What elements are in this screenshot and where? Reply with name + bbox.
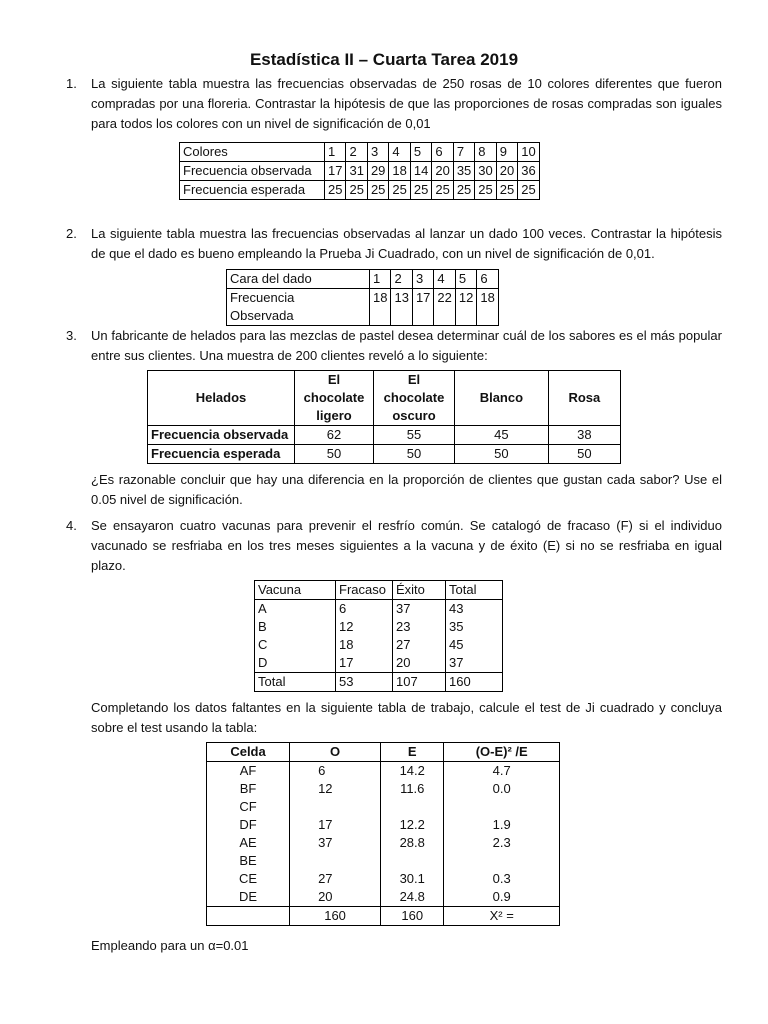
table-cell: 29: [367, 162, 388, 181]
table-row: [255, 636, 503, 654]
table-cell: 50: [374, 445, 455, 464]
table-cell: 1.9: [444, 816, 560, 834]
table-cell: Total: [255, 673, 336, 692]
table-cell: X² =: [444, 907, 560, 926]
table-cell: 17: [336, 654, 393, 673]
dice-table: [226, 269, 499, 326]
table-cell: 0.9: [444, 888, 560, 907]
table-cell: 9: [496, 143, 517, 162]
question-1: [66, 74, 722, 134]
row-label: Frecuencia esperada: [148, 445, 295, 464]
table-cell: 20: [496, 162, 517, 181]
table-cell: 14: [410, 162, 431, 181]
table-cell: 12.2: [381, 816, 444, 834]
table-cell: 6: [336, 600, 393, 619]
table-header: Rosa: [548, 371, 620, 426]
question-text: Se ensayaron cuatro vacunas para prevenir el resfrío común. Se catalogó de fracaso (F) si el individuo vacunado se resfriaba en los tres meses siguientes a la vacuna y de éxito (E) si no se resfriaba en igual plazo.: [91, 518, 722, 573]
table-cell: 107: [393, 673, 446, 692]
row-label: Frecuencia observada: [180, 162, 325, 181]
table-cell: 30: [475, 162, 496, 181]
table-cell: 3: [412, 270, 433, 289]
table-cell: 17: [412, 289, 433, 326]
table-cell: 18: [370, 289, 391, 326]
question-2: [66, 224, 722, 264]
table-row: [148, 445, 621, 464]
table-cell: 43: [446, 600, 503, 619]
table-row: [227, 270, 499, 289]
table-header: E: [381, 743, 444, 762]
table-cell: 18: [389, 162, 410, 181]
table-row: [255, 600, 503, 619]
table-cell: 1: [370, 270, 391, 289]
table-cell: CF: [207, 798, 290, 816]
header-line: El: [327, 372, 341, 387]
table-row: [227, 289, 499, 326]
table-cell: 12: [290, 780, 381, 798]
table-cell: 24.8: [381, 888, 444, 907]
instruction-text: Completando los datos faltantes en la siguiente tabla de trabajo, calcule el test de Ji cuadrado y concluya sobre el test usando la tabla:: [91, 700, 722, 735]
table-row: [207, 798, 560, 816]
table-cell: 25: [453, 181, 474, 200]
table-cell: 31: [346, 162, 367, 181]
table-cell: 25: [410, 181, 431, 200]
table-row: [255, 618, 503, 636]
roses-table: [179, 142, 540, 200]
table-cell: AF: [207, 762, 290, 781]
table-cell: 14.2: [381, 762, 444, 781]
table-cell: DF: [207, 816, 290, 834]
table-cell: 62: [295, 426, 374, 445]
table-row: [255, 654, 503, 673]
table-cell: BF: [207, 780, 290, 798]
table-cell: 6: [290, 762, 381, 781]
table-header: Total: [446, 581, 503, 600]
table-cell: 5: [410, 143, 431, 162]
table-cell: B: [255, 618, 336, 636]
table-cell: 13: [391, 289, 412, 326]
question-number: 2.: [66, 226, 77, 241]
table-header: [374, 371, 455, 426]
table-cell: 28.8: [381, 834, 444, 852]
table-cell: 4: [434, 270, 455, 289]
table-row: [180, 181, 540, 200]
table-cell: 7: [453, 143, 474, 162]
table-header: O: [290, 743, 381, 762]
table-row: [180, 143, 540, 162]
table-cell: 35: [453, 162, 474, 181]
header-line: ligero: [316, 408, 352, 423]
header-line: chocolate: [383, 390, 445, 405]
table-row: [207, 780, 560, 798]
table-cell: BE: [207, 852, 290, 870]
page-title: Estadística II – Cuarta Tarea 2019: [249, 50, 519, 69]
table-cell: 12: [336, 618, 393, 636]
table-row: [148, 371, 621, 426]
question-number: 4.: [66, 518, 77, 533]
table-row: [255, 581, 503, 600]
table-cell: Cara del dado: [227, 270, 370, 289]
table-cell: 2.3: [444, 834, 560, 852]
table-row: [207, 816, 560, 834]
row-label-line: Observada: [230, 308, 294, 323]
table-cell: 27: [393, 636, 446, 654]
table-cell: 25: [367, 181, 388, 200]
question-text: La siguiente tabla muestra las frecuencias observadas de 250 rosas de 10 colores diferentes que fueron compradas por una floreria. Contrastar la hipótesis de que las proporciones de rosas compradas son iguales para todos los colores con un nivel de significación de 0,01: [91, 76, 722, 131]
table-row: [180, 162, 540, 181]
table-cell: 37: [446, 654, 503, 673]
table-cell: 8: [475, 143, 496, 162]
table-cell: 2: [346, 143, 367, 162]
table-row: [207, 834, 560, 852]
work-table: [206, 742, 560, 926]
table-cell: 35: [446, 618, 503, 636]
table-cell: 53: [336, 673, 393, 692]
table-cell: 30.1: [381, 870, 444, 888]
ice-cream-table: [147, 370, 621, 464]
table-cell: 160: [446, 673, 503, 692]
table-cell: 5: [455, 270, 476, 289]
table-cell: 3: [367, 143, 388, 162]
table-cell: AE: [207, 834, 290, 852]
table-cell: 160: [381, 907, 444, 926]
row-label: Frecuencia observada: [148, 426, 295, 445]
table-cell: 45: [455, 426, 549, 445]
table-cell: 25: [346, 181, 367, 200]
table-cell: 36: [518, 162, 539, 181]
table-header: Blanco: [455, 371, 549, 426]
table-cell: 50: [295, 445, 374, 464]
table-cell: 20: [393, 654, 446, 673]
table-cell: 25: [389, 181, 410, 200]
table-row: [207, 888, 560, 907]
table-header: (O-E)² /E: [444, 743, 560, 762]
table-cell: 1: [325, 143, 346, 162]
table-header: Fracaso: [336, 581, 393, 600]
table-cell: 11.6: [381, 780, 444, 798]
table-header: Celda: [207, 743, 290, 762]
table-cell: 10: [518, 143, 539, 162]
table-cell: 25: [518, 181, 539, 200]
table-cell: 38: [548, 426, 620, 445]
row-label: Frecuencia esperada: [180, 181, 325, 200]
table-cell: 18: [336, 636, 393, 654]
table-cell: 50: [455, 445, 549, 464]
table-cell: CE: [207, 870, 290, 888]
table-cell: 27: [290, 870, 381, 888]
table-cell: [227, 289, 370, 326]
question-number: 3.: [66, 328, 77, 343]
table-row: [207, 870, 560, 888]
table-cell: 37: [393, 600, 446, 619]
table-cell: 2: [391, 270, 412, 289]
table-cell: 55: [374, 426, 455, 445]
table-row: [148, 426, 621, 445]
table-cell: D: [255, 654, 336, 673]
table-cell: 37: [290, 834, 381, 852]
table-cell: [381, 852, 444, 870]
table-cell: [381, 798, 444, 816]
table-cell: 12: [455, 289, 476, 326]
table-cell: [444, 798, 560, 816]
table-cell: 20: [290, 888, 381, 907]
table-cell: 25: [432, 181, 453, 200]
question-3: [66, 326, 722, 366]
table-cell: 17: [325, 162, 346, 181]
question-text: Un fabricante de helados para las mezclas de pastel desea determinar cuál de los sabores es el más popular entre sus clientes. Una muestra de 200 clientes reveló a lo siguiente:: [91, 328, 722, 363]
table-header: [295, 371, 374, 426]
table-cell: 25: [496, 181, 517, 200]
table-cell: 6: [432, 143, 453, 162]
table-cell: A: [255, 600, 336, 619]
header-line: oscuro: [392, 408, 436, 423]
table-cell: 22: [434, 289, 455, 326]
table-cell: [290, 798, 381, 816]
table-cell: 0.0: [444, 780, 560, 798]
table-header: Vacuna: [255, 581, 336, 600]
table-cell: 25: [325, 181, 346, 200]
table-cell: 23: [393, 618, 446, 636]
question-text: La siguiente tabla muestra las frecuencias observadas al lanzar un dado 100 veces. Contrastar la hipótesis de que el dado es bueno empleando la Prueba Ji Cuadrado, con un nivel de significación de 0,01.: [91, 226, 722, 261]
table-cell: [444, 852, 560, 870]
table-cell: 18: [477, 289, 498, 326]
row-label: Colores: [180, 143, 325, 162]
table-cell: [207, 907, 290, 926]
table-cell: 45: [446, 636, 503, 654]
table-row: [207, 762, 560, 781]
table-cell: 6: [477, 270, 498, 289]
vaccine-table: [254, 580, 503, 692]
table-cell: 50: [548, 445, 620, 464]
table-cell: 20: [432, 162, 453, 181]
table-cell: 4.7: [444, 762, 560, 781]
table-row: [255, 673, 503, 692]
table-header: Éxito: [393, 581, 446, 600]
table-cell: [290, 852, 381, 870]
question-number: 1.: [66, 76, 77, 91]
table-cell: 0.3: [444, 870, 560, 888]
row-label-line: Frecuencia: [230, 290, 295, 305]
table-row: [207, 907, 560, 926]
table-cell: 25: [475, 181, 496, 200]
table-header: Helados: [148, 371, 295, 426]
table-cell: C: [255, 636, 336, 654]
question-4: [66, 516, 722, 576]
footer-text: Empleando para un α=0.01: [91, 938, 249, 953]
table-row: [207, 852, 560, 870]
table-cell: 160: [290, 907, 381, 926]
table-cell: 17: [290, 816, 381, 834]
header-line: El: [407, 372, 421, 387]
table-cell: 4: [389, 143, 410, 162]
table-row: [207, 743, 560, 762]
header-line: chocolate: [303, 390, 365, 405]
table-cell: DE: [207, 888, 290, 907]
question-3-followup: ¿Es razonable concluir que hay una diferencia en la proporción de clientes que gustan cada sabor? Use el 0.05 nivel de significación.: [91, 472, 722, 507]
